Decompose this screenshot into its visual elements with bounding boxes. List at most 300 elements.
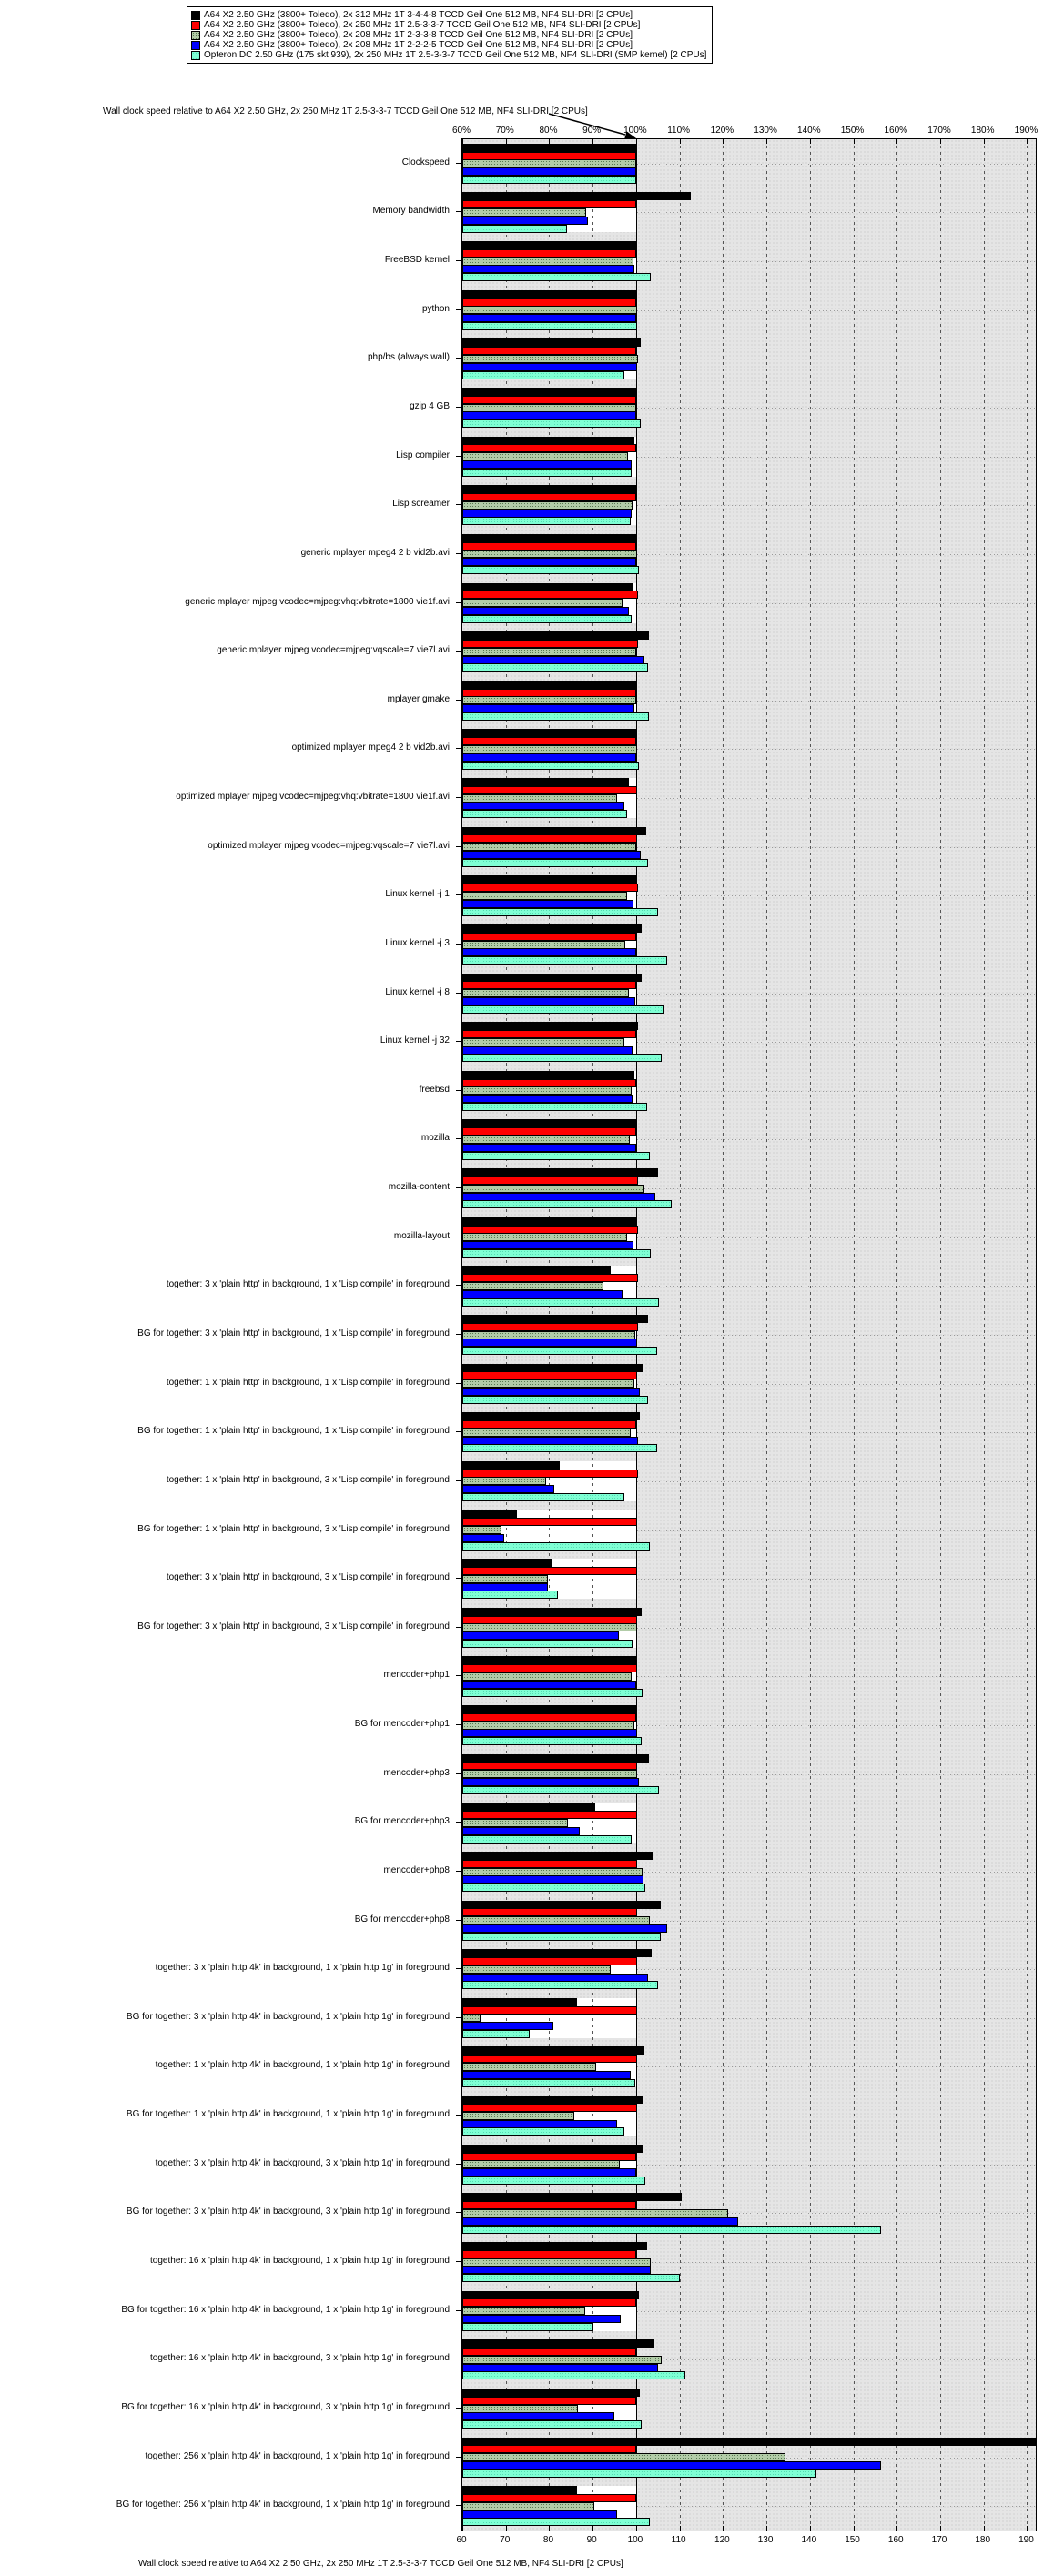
category-label: gzip 4 GB	[410, 400, 450, 411]
x-tick-label-top: 180%	[970, 126, 995, 136]
bar	[462, 2461, 881, 2470]
bar	[462, 892, 627, 900]
bar	[462, 2022, 553, 2030]
category-label: mencoder+php3	[383, 1767, 450, 1778]
x-tick-mark	[592, 2526, 593, 2531]
bar	[462, 2104, 637, 2112]
x-tick-label-bottom: 160	[887, 2535, 904, 2545]
category-label: mozilla-layout	[393, 1230, 450, 1241]
y-tick-mark	[456, 797, 461, 798]
bar	[462, 225, 567, 233]
x-tick-mark	[1027, 139, 1028, 144]
bar	[462, 1567, 637, 1575]
y-tick-mark	[456, 993, 461, 994]
bar	[462, 314, 636, 322]
bar	[462, 550, 637, 558]
x-tick-mark	[810, 139, 811, 144]
bar	[462, 875, 636, 884]
bar	[462, 2486, 577, 2494]
y-tick-mark	[456, 846, 461, 847]
bar	[462, 1908, 637, 1916]
bar	[462, 290, 636, 298]
bar	[462, 1054, 662, 1062]
x-tick-mark	[766, 139, 767, 144]
bar	[462, 2307, 585, 2315]
y-tick-mark	[456, 1090, 461, 1091]
bar	[462, 689, 636, 697]
legend-key-swatch	[191, 51, 200, 60]
bar	[462, 2193, 682, 2201]
category-label: Lisp screamer	[392, 499, 450, 510]
category-label: optimized mplayer mjpeg vcodec=mjpeg:vqscale=7 vie7l.avi	[208, 840, 450, 851]
bar	[462, 192, 691, 200]
bar	[462, 2127, 624, 2136]
bar	[462, 1177, 638, 1185]
y-tick-mark	[456, 1675, 461, 1676]
bar	[462, 745, 637, 753]
x-tick-label-bottom: 70	[500, 2535, 511, 2545]
vertical-gridline	[810, 139, 811, 2531]
x-tick-label-bottom: 190	[1018, 2535, 1034, 2545]
x-tick-mark	[462, 2526, 463, 2531]
category-label: Clockspeed	[401, 157, 450, 167]
bar	[462, 1998, 577, 2006]
bar	[462, 1022, 638, 1030]
category-label: together: 3 x 'plain http 4k' in background, 3 x 'plain http 1g' in foreground	[155, 2157, 450, 2168]
bar	[462, 1631, 619, 1640]
bar	[462, 273, 651, 281]
bar	[462, 2226, 881, 2234]
legend-key-swatch	[191, 41, 200, 50]
bar	[462, 989, 629, 997]
bar	[462, 1868, 643, 1876]
bar	[462, 1200, 672, 1208]
y-tick-mark	[456, 2164, 461, 2165]
vertical-gridline	[723, 139, 724, 2531]
category-label: Lisp compiler	[396, 450, 450, 460]
bar	[462, 1534, 504, 1542]
bar	[462, 794, 617, 803]
bar	[462, 1127, 636, 1136]
bar	[462, 2339, 654, 2348]
x-tick-mark	[680, 139, 681, 144]
bar	[462, 265, 634, 273]
y-tick-mark	[456, 456, 461, 457]
bar	[462, 2217, 738, 2226]
bar	[462, 2046, 644, 2055]
bar	[462, 704, 634, 712]
bar	[462, 2371, 685, 2379]
bar	[462, 2160, 620, 2168]
bar	[462, 1429, 631, 1437]
bar	[462, 1144, 636, 1152]
bar	[462, 2438, 1036, 2446]
x-tick-mark	[854, 2526, 855, 2531]
bar	[462, 656, 644, 664]
y-tick-mark	[456, 2115, 461, 2116]
y-tick-mark	[456, 2017, 461, 2018]
x-tick-label-top: 120%	[710, 126, 734, 136]
x-tick-label-bottom: 100	[627, 2535, 643, 2545]
bar	[462, 444, 636, 452]
bar	[462, 1608, 642, 1616]
category-label: Linux kernel -j 1	[385, 889, 450, 900]
vertical-gridline	[984, 139, 985, 2531]
legend-entry	[191, 50, 706, 60]
category-label: Linux kernel -j 8	[385, 986, 450, 997]
y-tick-mark	[456, 1578, 461, 1579]
bar	[462, 2079, 635, 2087]
category-label: mozilla-content	[388, 1182, 450, 1193]
category-label: BG for mencoder+php1	[354, 1719, 450, 1730]
y-tick-mark	[456, 944, 461, 945]
category-label: mplayer gmake	[387, 693, 450, 704]
x-tick-label-top: 90%	[582, 126, 602, 136]
bar	[462, 2405, 578, 2413]
bar	[462, 2250, 636, 2258]
legend-key-swatch	[191, 21, 200, 30]
bar	[462, 1079, 636, 1087]
bar	[462, 2420, 642, 2429]
bar	[462, 2291, 639, 2299]
y-tick-mark	[456, 2408, 461, 2409]
bar	[462, 941, 625, 949]
bar	[462, 859, 648, 867]
bar	[462, 1412, 640, 1420]
x-tick-label-top: 70%	[495, 126, 514, 136]
bar	[462, 802, 624, 810]
bar	[462, 2266, 651, 2274]
bar	[462, 2445, 636, 2453]
category-label: BG for together: 3 x 'plain http 4k' in background, 1 x 'plain http 1g' in foreground	[126, 2011, 450, 2022]
bar	[462, 1803, 595, 1811]
bar	[462, 200, 636, 208]
bar	[462, 974, 642, 982]
bar	[462, 1860, 637, 1868]
bar	[462, 1623, 637, 1631]
chart-title-top: Wall clock speed relative to A64 X2 2.50 GHz, 2x 250 MHz 1T 2.5-3-3-7 TCCD Geil One 512 MB, NF4 SLI-DRI [2 CPUs]	[103, 106, 588, 116]
bar	[462, 1217, 636, 1226]
category-label: together: 3 x 'plain http' in background, 3 x 'Lisp compile' in foreground	[166, 1572, 450, 1583]
bar	[462, 1282, 603, 1290]
legend-entry-label: A64 X2 2.50 GHz (3800+ Toledo), 2x 312 MHz 1T 3-4-4-8 TCCD Geil One 512 MB, NF4 SLI-DRI [2 CPUs]	[204, 10, 633, 20]
bar	[462, 1046, 633, 1055]
bar	[462, 778, 629, 786]
bar	[462, 1420, 636, 1429]
bar	[462, 2258, 651, 2267]
category-label: BG for together: 256 x 'plain http 4k' in background, 1 x 'plain http 1g' in foreground	[116, 2500, 450, 2510]
bar	[462, 1949, 652, 1957]
bar	[462, 1542, 650, 1551]
x-tick-label-top: 170%	[927, 126, 951, 136]
x-tick-label-top: 160%	[884, 126, 908, 136]
bar	[462, 1493, 624, 1501]
bar	[462, 1526, 501, 1534]
bar	[462, 908, 658, 916]
bar	[462, 1470, 638, 1478]
y-tick-mark	[456, 553, 461, 554]
x-tick-mark	[984, 139, 985, 144]
category-label: BG for together: 16 x 'plain http 4k' in background, 1 x 'plain http 1g' in foreground	[121, 2304, 450, 2315]
category-label: BG for mencoder+php8	[354, 1914, 450, 1924]
y-tick-mark	[456, 1334, 461, 1335]
y-tick-mark	[456, 407, 461, 408]
category-label: optimized mplayer mpeg4 2 b vid2b.avi	[291, 742, 450, 753]
bar	[462, 712, 649, 721]
bar	[462, 834, 637, 843]
y-tick-mark	[456, 1871, 461, 1872]
bar	[462, 1924, 667, 1933]
bar	[462, 583, 633, 591]
x-tick-label-top: 140%	[797, 126, 821, 136]
category-label: BG for mencoder+php3	[354, 1816, 450, 1827]
bar	[462, 737, 636, 745]
category-label: Memory bandwidth	[372, 206, 450, 217]
bar	[462, 1722, 634, 1730]
bar	[462, 1477, 546, 1485]
bar	[462, 2518, 650, 2526]
bar	[462, 2502, 594, 2510]
category-label: BG for together: 3 x 'plain http' in background, 1 x 'Lisp compile' in foreground	[137, 1328, 450, 1339]
bar	[462, 2412, 614, 2420]
x-tick-label-top: 60%	[451, 126, 471, 136]
bar	[462, 2177, 645, 2185]
bar	[462, 2389, 640, 2397]
bar	[462, 933, 636, 941]
bar	[462, 681, 636, 689]
category-label: BG for together: 16 x 'plain http 4k' in background, 3 x 'plain http 1g' in foreground	[121, 2401, 450, 2412]
bar	[462, 396, 636, 404]
bar	[462, 1591, 558, 1599]
bar	[462, 437, 634, 445]
bar	[462, 404, 636, 412]
x-tick-label-bottom: 60	[456, 2535, 467, 2545]
bar	[462, 1437, 638, 1445]
y-tick-mark	[456, 1627, 461, 1628]
legend-key-swatch	[191, 31, 200, 40]
bar	[462, 347, 636, 355]
bar	[462, 2063, 596, 2071]
category-label: together: 1 x 'plain http' in background, 3 x 'Lisp compile' in foreground	[166, 1474, 450, 1485]
category-label: generic mplayer mpeg4 2 b vid2b.avi	[300, 547, 450, 558]
bar	[462, 1347, 657, 1355]
bar	[462, 2030, 530, 2038]
bar	[462, 1005, 664, 1014]
bar	[462, 542, 636, 551]
bar	[462, 1575, 548, 1583]
bar	[462, 322, 637, 330]
bar	[462, 1713, 636, 1722]
y-tick-mark	[456, 2505, 461, 2506]
bar	[462, 249, 636, 258]
y-tick-mark	[456, 1187, 461, 1188]
bar	[462, 2323, 593, 2331]
x-tick-label-bottom: 170	[931, 2535, 947, 2545]
bar	[462, 167, 636, 176]
bar	[462, 843, 636, 851]
category-label: generic mplayer mjpeg vcodec=mjpeg:vqscale=7 vie7l.avi	[217, 645, 450, 656]
chart-title-bottom: Wall clock speed relative to A64 X2 2.50 GHz, 2x 250 MHz 1T 2.5-3-3-7 TCCD Geil One 512 MB, NF4 SLI-DRI [2 CPUs]	[138, 2559, 623, 2569]
bar	[462, 258, 633, 266]
bar	[462, 1095, 633, 1103]
bar	[462, 1974, 648, 1982]
bar	[462, 159, 636, 167]
bar	[462, 762, 639, 770]
bar	[462, 419, 641, 428]
x-tick-label-top: 190%	[1014, 126, 1038, 136]
bar	[462, 753, 636, 762]
bar	[462, 1689, 643, 1697]
y-tick-mark	[456, 651, 461, 652]
y-tick-mark	[456, 1968, 461, 1969]
vertical-gridline	[940, 139, 941, 2531]
bar	[462, 2120, 617, 2128]
bar	[462, 2364, 658, 2372]
bar	[462, 810, 627, 818]
y-tick-mark	[456, 1285, 461, 1286]
bar	[462, 1664, 637, 1672]
category-label: together: 3 x 'plain http 4k' in background, 1 x 'plain http 1g' in foreground	[155, 1963, 450, 1974]
bar	[462, 648, 636, 656]
reference-line-100pct	[636, 139, 637, 2531]
legend-entry	[191, 30, 706, 40]
bar	[462, 631, 649, 640]
bar	[462, 1103, 647, 1111]
bar	[462, 2315, 621, 2323]
category-label: Linux kernel -j 32	[380, 1035, 450, 1046]
category-label: together: 256 x 'plain http 4k' in background, 1 x 'plain http 1g' in foreground	[145, 2450, 450, 2461]
x-tick-label-bottom: 140	[801, 2535, 817, 2545]
bar	[462, 1444, 657, 1452]
bar	[462, 1315, 648, 1323]
bar	[462, 460, 632, 469]
x-tick-mark	[680, 2526, 681, 2531]
x-tick-mark	[984, 2526, 985, 2531]
bar	[462, 1185, 644, 1193]
bar	[462, 355, 638, 363]
y-tick-mark	[456, 1773, 461, 1774]
bar	[462, 501, 633, 510]
plot-area	[461, 138, 1037, 2531]
bar	[462, 2112, 574, 2120]
bar	[462, 1957, 637, 1965]
bar	[462, 1136, 630, 1144]
x-tick-label-bottom: 180	[975, 2535, 991, 2545]
vertical-gridline	[766, 139, 767, 2531]
bar	[462, 786, 637, 794]
bar	[462, 2014, 481, 2022]
bar	[462, 1705, 637, 1713]
bar	[462, 566, 639, 574]
legend-entry	[191, 10, 706, 20]
category-label: python	[421, 303, 450, 314]
bar	[462, 144, 636, 152]
category-label: together: 16 x 'plain http 4k' in background, 3 x 'plain http 1g' in foreground	[150, 2353, 450, 2364]
x-tick-mark	[896, 2526, 897, 2531]
x-tick-mark	[636, 2526, 637, 2531]
bar	[462, 1965, 611, 1974]
bar	[462, 1119, 636, 1127]
y-tick-mark	[456, 504, 461, 505]
bar	[462, 607, 629, 615]
y-tick-mark	[456, 358, 461, 359]
bar	[462, 152, 636, 160]
bar	[462, 1583, 548, 1591]
bar	[462, 1901, 661, 1909]
bar	[462, 2298, 636, 2307]
bar	[462, 1510, 517, 1519]
legend-entry-label: A64 X2 2.50 GHz (3800+ Toledo), 2x 208 MHz 1T 2-3-3-8 TCCD Geil One 512 MB, NF4 SLI-DRI [2 CPUs]	[204, 30, 633, 40]
bar	[462, 363, 637, 371]
y-tick-mark	[456, 602, 461, 603]
bar	[462, 371, 624, 379]
bar	[462, 558, 636, 566]
bar	[462, 298, 636, 307]
bar	[462, 2209, 728, 2217]
x-tick-mark	[766, 2526, 767, 2531]
bar	[462, 1737, 642, 1745]
bar	[462, 1379, 634, 1388]
bar	[462, 485, 636, 493]
category-label: mencoder+php1	[383, 1670, 450, 1681]
bar	[462, 2006, 637, 2015]
bar	[462, 1485, 554, 1493]
x-tick-label-bottom: 120	[714, 2535, 730, 2545]
bar	[462, 411, 636, 419]
bar	[462, 1323, 638, 1331]
y-tick-mark	[456, 1041, 461, 1042]
category-label: freebsd	[419, 1084, 450, 1095]
bar	[462, 1616, 637, 1624]
bar	[462, 1656, 637, 1664]
y-tick-mark	[456, 1138, 461, 1139]
bar	[462, 1461, 560, 1470]
category-label: Linux kernel -j 3	[385, 937, 450, 948]
bar	[462, 1778, 639, 1786]
bar	[462, 2168, 636, 2177]
bar	[462, 1371, 637, 1379]
legend-entry-label: A64 X2 2.50 GHz (3800+ Toledo), 2x 208 MHz 1T 2-2-2-5 TCCD Geil One 512 MB, NF4 SLI-DRI [2 CPUs]	[204, 40, 633, 50]
legend-entry-label: Opteron DC 2.50 GHz (175 skt 939), 2x 250 MHz 1T 2.5-3-3-7 TCCD Geil One 512 MB, NF4 SLI-DRI (SMP kernel) [2 CPUs]	[204, 50, 707, 60]
y-tick-mark	[456, 1480, 461, 1481]
bar	[462, 1835, 632, 1844]
x-tick-label-top: 80%	[539, 126, 558, 136]
bar	[462, 900, 633, 908]
category-label: BG for together: 1 x 'plain http 4k' in background, 1 x 'plain http 1g' in foreground	[126, 2109, 450, 2120]
y-tick-mark	[456, 2261, 461, 2262]
x-tick-label-bottom: 150	[845, 2535, 860, 2545]
bar	[462, 2453, 785, 2461]
category-label: BG for together: 3 x 'plain http 4k' in background, 3 x 'plain http 1g' in foreground	[126, 2207, 450, 2217]
bar	[462, 2470, 816, 2478]
bar	[462, 1226, 638, 1234]
bar	[462, 956, 667, 965]
bar	[462, 1827, 580, 1835]
x-tick-label-bottom: 110	[671, 2535, 686, 2545]
x-tick-mark	[549, 2526, 550, 2531]
bar	[462, 208, 586, 217]
bar	[462, 1339, 637, 1347]
bar	[462, 1168, 658, 1177]
bar	[462, 981, 636, 989]
bar	[462, 640, 638, 648]
bar	[462, 2494, 636, 2502]
bar	[462, 924, 642, 933]
x-tick-mark	[723, 139, 724, 144]
legend-entry	[191, 40, 706, 50]
y-tick-mark	[456, 2212, 461, 2213]
category-label: php/bs (always wall)	[367, 352, 450, 363]
